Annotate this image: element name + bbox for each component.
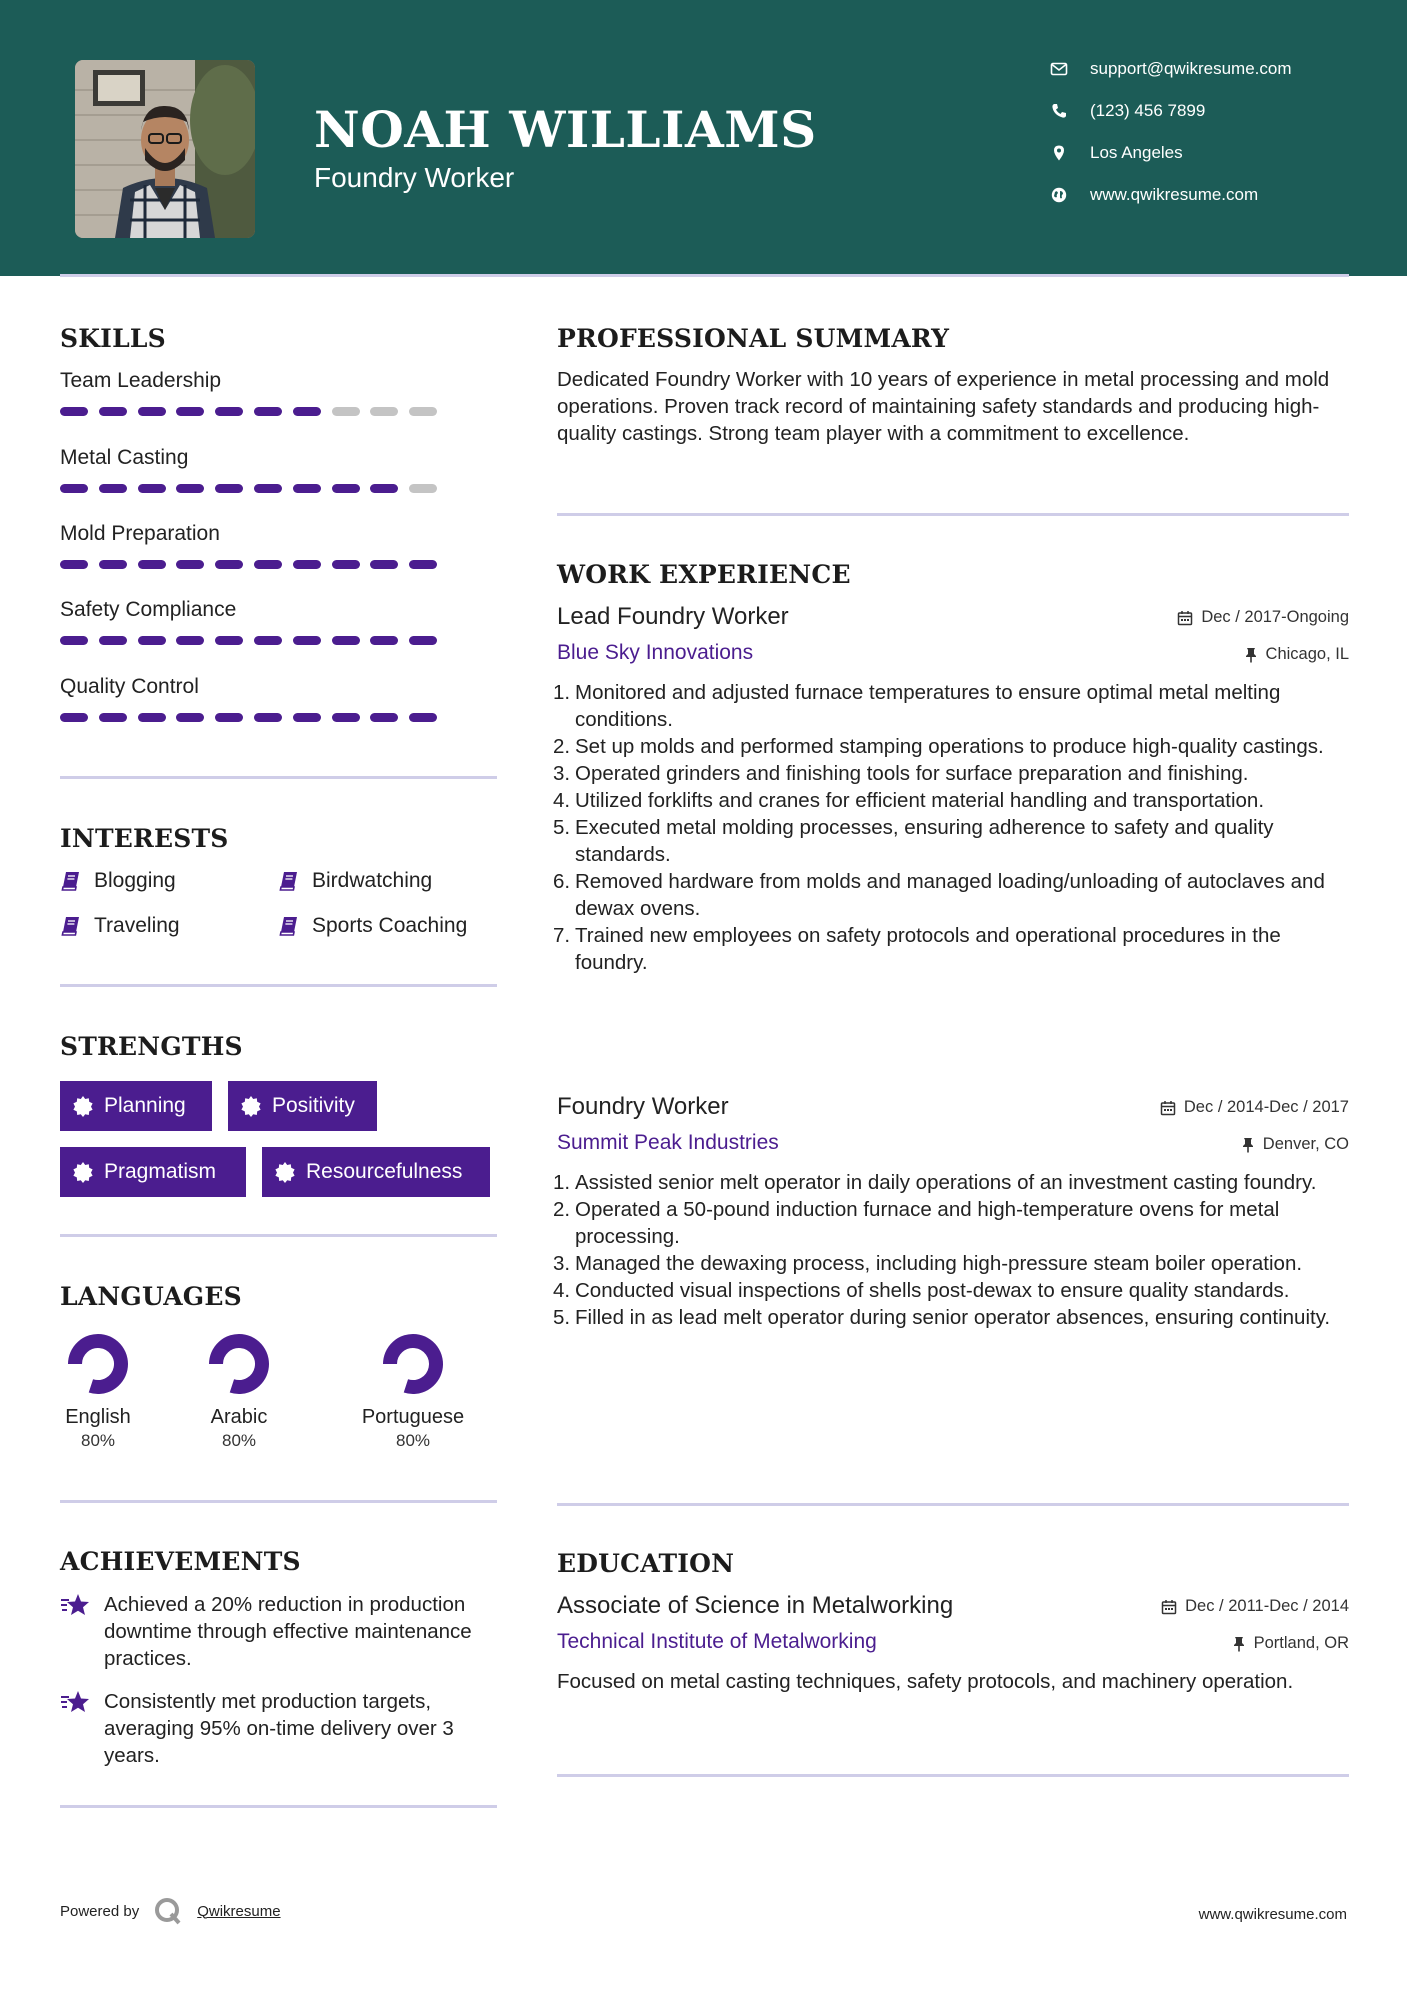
- strength-tag: [60, 1147, 246, 1197]
- interest-item: [60, 911, 180, 941]
- interest-item: [60, 866, 176, 896]
- job-date: [1177, 608, 1349, 627]
- job-company: Blue Sky Innovations: [557, 641, 754, 664]
- pushpin-icon: [1232, 1636, 1246, 1652]
- calendar-icon: [1160, 1100, 1176, 1116]
- envelope-icon: [1050, 60, 1068, 78]
- job-entry: [553, 603, 1349, 976]
- skill-level-dots: [60, 407, 460, 417]
- skill-dot-filled: [138, 560, 166, 569]
- job-bullet: 1. Monitored and adjusted furnace temperatures to ensure optimal metal melting conditions.: [553, 681, 1281, 731]
- interest-item: [278, 866, 432, 896]
- skill-dot-filled: [176, 484, 204, 493]
- achievement-text: Consistently met production targets, averaging 95% on-time delivery over 3 years.: [104, 1690, 454, 1767]
- education-date: [1161, 1597, 1349, 1616]
- skill-dot-filled: [409, 636, 437, 645]
- skill-name: Mold Preparation: [60, 522, 220, 545]
- badge-icon: [72, 1095, 94, 1117]
- star-icon: [60, 1591, 90, 1621]
- skill-dot-filled: [332, 636, 360, 645]
- book-icon: [60, 870, 82, 892]
- education-school: Technical Institute of Metalworking: [557, 1630, 877, 1653]
- skill-dot-filled: [138, 636, 166, 645]
- language-name: Arabic: [210, 1406, 268, 1428]
- badge-icon: [72, 1161, 94, 1183]
- job-bullet: 5. Filled in as lead melt operator during senior operator absences, ensuring continuity.: [553, 1306, 1331, 1329]
- skill-dot-filled: [215, 407, 243, 416]
- skill-dot-filled: [370, 713, 398, 722]
- skills-heading: SKILLS: [60, 324, 166, 353]
- job-bullet: 4. Utilized forklifts and cranes for efficient material handling and transportation.: [553, 789, 1265, 812]
- education-heading: EDUCATION: [557, 1549, 735, 1578]
- language-gauge-arc: [216, 1341, 262, 1387]
- professional-summary: Dedicated Foundry Worker with 10 years of experience in metal processing and mold operations. Proven track record of maintaining safety standards and producing high-quality castings. Strong team player with a commitment to excellence.: [557, 368, 1330, 445]
- education-entry: [557, 1592, 1349, 1695]
- skill-dot-filled: [176, 713, 204, 722]
- language-percent: 80%: [221, 1431, 257, 1450]
- strength-tag: [228, 1081, 377, 1131]
- interests-heading: INTERESTS: [60, 824, 229, 853]
- skill-level-dots: [60, 484, 460, 494]
- skill-dot-filled: [409, 560, 437, 569]
- skill-dot-filled: [254, 713, 282, 722]
- skill-dot-filled: [254, 560, 282, 569]
- education-date-text: Dec / 2011-Dec / 2014: [1185, 1597, 1349, 1615]
- skill-dot-filled: [215, 484, 243, 493]
- interest-label: Blogging: [94, 869, 176, 892]
- job-bullets: [553, 1169, 1349, 1331]
- contact-phone-text: (123) 456 7899: [1090, 101, 1206, 120]
- languages-divider: [60, 1500, 497, 1503]
- job-date-text: Dec / 2014-Dec / 2017: [1183, 1098, 1349, 1116]
- skill-dot-filled: [60, 407, 88, 416]
- skill-dot-empty: [409, 407, 437, 416]
- skill-dot-filled: [215, 560, 243, 569]
- profile-photo: [75, 60, 255, 238]
- strength-label: Positivity: [272, 1094, 355, 1117]
- skill-dot-filled: [293, 407, 321, 416]
- skill-dot-filled: [293, 560, 321, 569]
- contact-website-text: www.qwikresume.com: [1090, 185, 1259, 204]
- skill-dot-filled: [215, 636, 243, 645]
- book-icon: [278, 870, 300, 892]
- skill-dot-filled: [370, 560, 398, 569]
- summary-heading: PROFESSIONAL SUMMARY: [557, 324, 950, 353]
- strengths-heading: STRENGTHS: [60, 1032, 243, 1061]
- interest-label: Sports Coaching: [312, 914, 468, 937]
- skill-dot-filled: [293, 484, 321, 493]
- phone-icon: [1050, 102, 1068, 120]
- skill-dot-filled: [99, 636, 127, 645]
- language-percent: 80%: [80, 1431, 116, 1450]
- job-bullet: 5. Executed metal molding processes, ensuring adherence to safety and quality standards.: [553, 816, 1274, 866]
- education-degree: Associate of Science in Metalworking: [557, 1592, 954, 1619]
- skill-dot-filled: [60, 713, 88, 722]
- contact-phone[interactable]: [1050, 96, 1205, 126]
- language-gauge: [66, 1332, 130, 1396]
- language-gauge: [207, 1332, 271, 1396]
- skill-dot-filled: [332, 713, 360, 722]
- skill-dot-filled: [370, 484, 398, 493]
- skill-dot-filled: [99, 713, 127, 722]
- skill-dot-filled: [215, 713, 243, 722]
- skill-dot-filled: [138, 484, 166, 493]
- strength-label: Pragmatism: [104, 1160, 217, 1183]
- language-gauge: [381, 1332, 445, 1396]
- job-location: [1241, 1135, 1349, 1154]
- strength-label: Planning: [104, 1094, 186, 1117]
- footer-website[interactable]: www.qwikresume.com: [1198, 1906, 1347, 1923]
- interests-divider: [60, 984, 497, 987]
- skill-level-dots: [60, 713, 460, 723]
- summary-divider: [557, 513, 1349, 516]
- skill-dot-filled: [138, 713, 166, 722]
- achievements-divider: [60, 1805, 497, 1808]
- brand-link[interactable]: Qwikresume: [197, 1902, 281, 1920]
- job-bullet: 1. Assisted senior melt operator in daily operations of an investment casting foundry.: [553, 1171, 1317, 1194]
- resume-header: [0, 0, 1407, 276]
- contact-email-text: support@qwikresume.com: [1090, 59, 1292, 78]
- skill-dot-filled: [99, 560, 127, 569]
- language-name: Portuguese: [361, 1406, 465, 1428]
- skill-dot-filled: [254, 484, 282, 493]
- powered-by-text: Powered by: [60, 1902, 140, 1920]
- skill-name: Metal Casting: [60, 446, 189, 469]
- candidate-title: Foundry Worker: [314, 162, 515, 193]
- contact-email[interactable]: [1050, 54, 1292, 84]
- experience-divider: [557, 1503, 1349, 1506]
- skill-dot-filled: [332, 560, 360, 569]
- skill-item: [60, 520, 460, 548]
- skill-dot-filled: [254, 407, 282, 416]
- job-bullet: 3. Managed the dewaxing process, including high-pressure steam boiler operation.: [553, 1252, 1303, 1275]
- skill-dot-filled: [409, 713, 437, 722]
- skill-dot-filled: [60, 636, 88, 645]
- pushpin-icon: [1241, 1137, 1255, 1153]
- skill-dot-filled: [99, 407, 127, 416]
- skill-dot-filled: [370, 636, 398, 645]
- skill-item: [60, 367, 460, 395]
- calendar-icon: [1177, 610, 1193, 626]
- achievement-text: Achieved a 20% reduction in production downtime through effective maintenance practices.: [104, 1593, 472, 1670]
- skill-dot-empty: [370, 407, 398, 416]
- job-bullet: 2. Operated a 50-pound induction furnace and high-temperature ovens for metal processing.: [553, 1198, 1280, 1248]
- footer-branding: [60, 1896, 281, 1926]
- job-bullets: [553, 679, 1349, 976]
- skill-dot-filled: [60, 560, 88, 569]
- skill-item: [60, 444, 460, 472]
- language-gauge-arc: [390, 1341, 436, 1387]
- language-item: [343, 1332, 483, 1452]
- achievement-item: [60, 1591, 500, 1672]
- achievements-heading: ACHIEVEMENTS: [60, 1547, 301, 1576]
- interest-label: Birdwatching: [312, 869, 433, 892]
- strength-tag: [60, 1081, 212, 1131]
- language-gauge-arc: [75, 1341, 121, 1387]
- skill-dot-empty: [332, 407, 360, 416]
- skill-dot-filled: [60, 484, 88, 493]
- skill-dot-filled: [138, 407, 166, 416]
- calendar-icon: [1161, 1599, 1177, 1615]
- badge-icon: [240, 1095, 262, 1117]
- candidate-name: NOAH WILLIAMS: [314, 100, 817, 159]
- job-date-text: Dec / 2017-Ongoing: [1201, 608, 1349, 626]
- interest-label: Traveling: [94, 914, 180, 937]
- job-company: Summit Peak Industries: [557, 1131, 779, 1154]
- education-divider: [557, 1774, 1349, 1777]
- skill-dot-filled: [332, 484, 360, 493]
- skill-dot-filled: [293, 636, 321, 645]
- education-location-text: Portland, OR: [1253, 1634, 1349, 1652]
- job-bullet: 6. Removed hardware from molds and managed loading/unloading of autoclaves and dewax ovens.: [553, 870, 1325, 920]
- skill-level-dots: [60, 636, 460, 646]
- language-item: [28, 1332, 168, 1452]
- contact-location-text: Los Angeles: [1090, 143, 1183, 162]
- interest-item: [278, 911, 467, 941]
- skill-item: [60, 673, 460, 701]
- badge-icon: [274, 1161, 296, 1183]
- skill-dot-filled: [176, 407, 204, 416]
- language-name: English: [65, 1406, 131, 1428]
- job-bullet: 2. Set up molds and performed stamping operations to produce high-quality castings.: [553, 735, 1324, 758]
- language-item: [169, 1332, 309, 1452]
- profile-photo-image: [75, 60, 255, 238]
- skill-dot-filled: [176, 560, 204, 569]
- book-icon: [60, 915, 82, 937]
- skill-dot-empty: [409, 484, 437, 493]
- star-icon: [60, 1688, 90, 1718]
- strength-tag: [262, 1147, 490, 1197]
- header-divider: [60, 274, 1349, 277]
- skill-dot-filled: [254, 636, 282, 645]
- job-location: [1244, 645, 1349, 664]
- job-bullet: 4. Conducted visual inspections of shells post-dewax to ensure quality standards.: [553, 1279, 1290, 1302]
- skill-dot-filled: [176, 636, 204, 645]
- pushpin-icon: [1244, 647, 1258, 663]
- job-location-text: Denver, CO: [1262, 1135, 1349, 1153]
- contact-location: [1050, 138, 1183, 168]
- job-entry: [553, 1093, 1349, 1331]
- skill-dot-filled: [99, 484, 127, 493]
- strengths-divider: [60, 1234, 497, 1237]
- strength-label: Resourcefulness: [306, 1160, 463, 1183]
- education-description: Focused on metal casting techniques, safety protocols, and machinery operation.: [557, 1670, 1294, 1693]
- skills-divider: [60, 776, 497, 779]
- job-date: [1160, 1098, 1349, 1117]
- languages-heading: LANGUAGES: [60, 1282, 242, 1311]
- contact-website[interactable]: [1050, 180, 1258, 210]
- book-icon: [278, 915, 300, 937]
- achievement-item: [60, 1688, 500, 1769]
- skill-level-dots: [60, 560, 460, 570]
- qwikresume-logo-icon: [153, 1896, 183, 1926]
- skill-name: Quality Control: [60, 675, 199, 698]
- skill-name: Team Leadership: [60, 369, 222, 392]
- skill-item: [60, 596, 460, 624]
- globe-icon: [1050, 186, 1068, 204]
- location-pin-icon: [1050, 144, 1068, 162]
- skill-dot-filled: [293, 713, 321, 722]
- job-bullet: 7. Trained new employees on safety protocols and operational procedures in the foundry.: [553, 924, 1281, 974]
- job-bullet: 3. Operated grinders and finishing tools for surface preparation and finishing.: [553, 762, 1249, 785]
- job-role: Lead Foundry Worker: [557, 603, 789, 630]
- education-location: [1232, 1634, 1349, 1653]
- language-percent: 80%: [395, 1431, 431, 1450]
- job-location-text: Chicago, IL: [1265, 645, 1349, 663]
- skill-name: Safety Compliance: [60, 598, 237, 621]
- job-role: Foundry Worker: [557, 1093, 729, 1120]
- experience-heading: WORK EXPERIENCE: [557, 560, 851, 589]
